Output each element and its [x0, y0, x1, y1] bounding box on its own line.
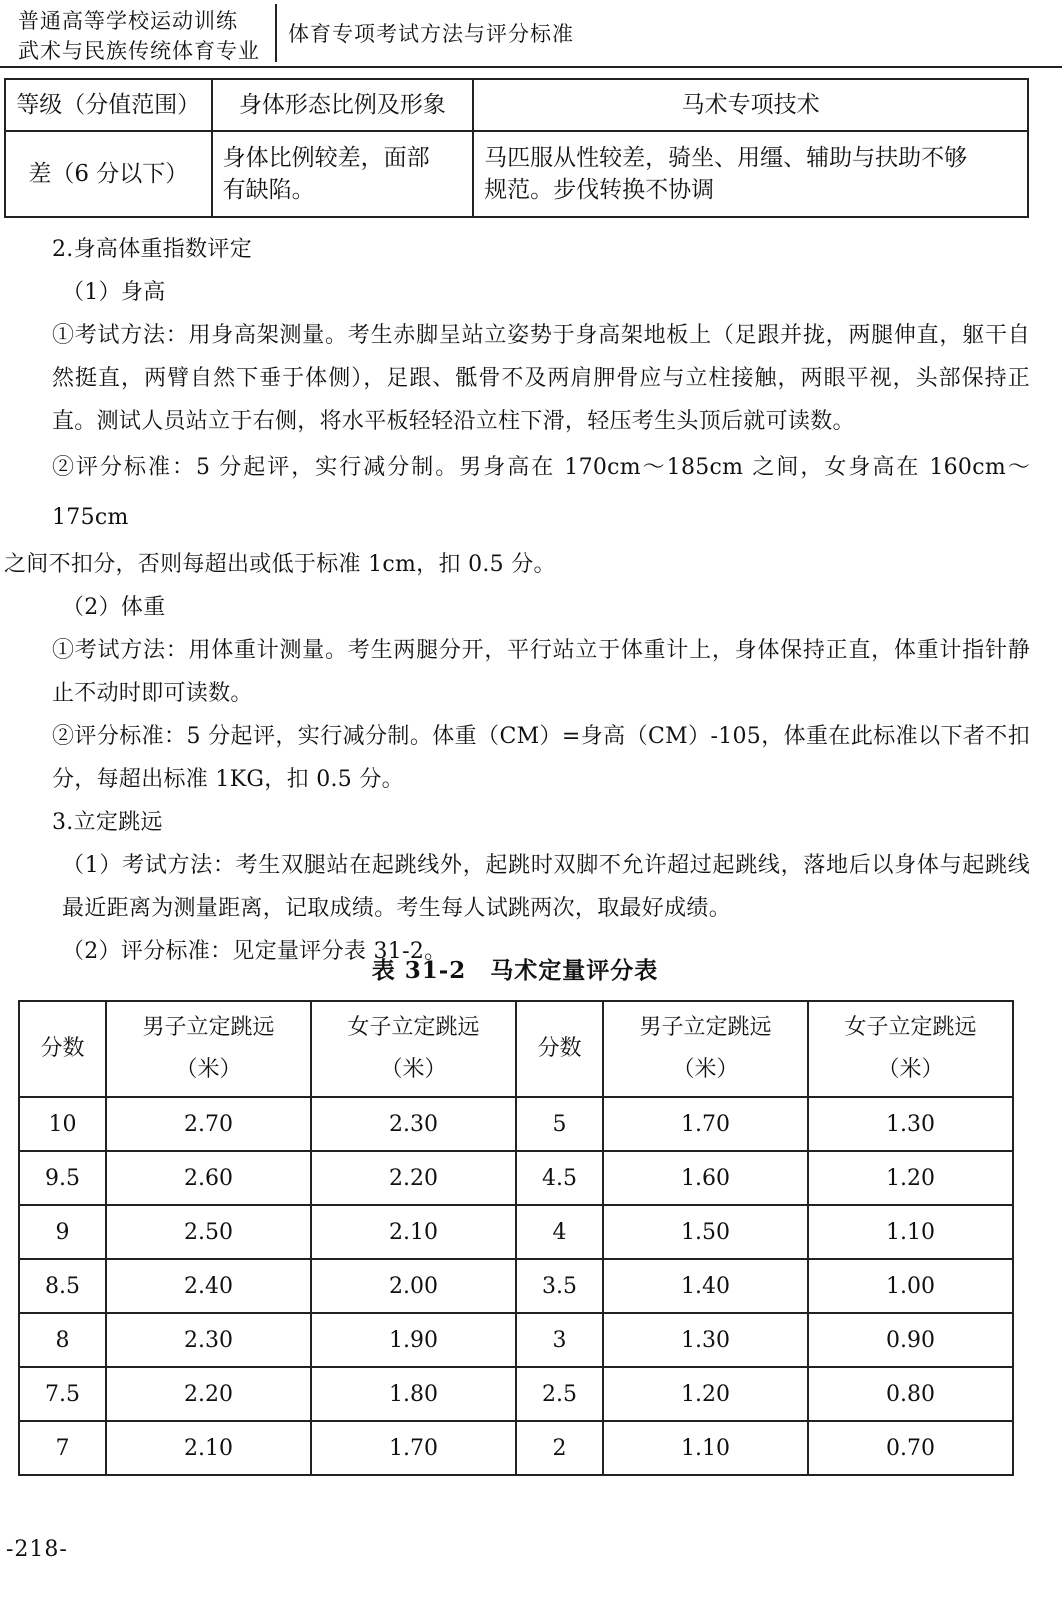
table-cell: 2.30 — [106, 1313, 311, 1367]
table-cell: 1.00 — [808, 1259, 1013, 1313]
skill-line2: 规范。步伐转换不协调 — [484, 177, 715, 203]
table-cell: 2.30 — [311, 1097, 516, 1151]
table-row — [19, 1097, 1013, 1151]
table-cell: 1.20 — [808, 1151, 1013, 1205]
score-table-header-row — [19, 1001, 1013, 1097]
page-number: -218- — [6, 1537, 68, 1562]
physique-cell — [212, 131, 474, 217]
table-cell: 1.30 — [603, 1313, 808, 1367]
header-male-right-unit: （米） — [672, 1057, 739, 1082]
table-cell: 10 — [19, 1097, 106, 1151]
weight-method-paragraph: ①考试方法：用体重计测量。考生两腿分开，平行站立于体重计上，身体保持正直，体重计指针静止不动时即可读数。 — [52, 638, 1030, 706]
table-cell: 1.10 — [603, 1421, 808, 1475]
grade-criteria-header-row — [5, 79, 1028, 131]
table-cell: 3.5 — [516, 1259, 603, 1313]
page-header — [0, 0, 1062, 66]
section2-heading: 2.身高体重指数评定 — [52, 237, 252, 262]
table-cell: 7.5 — [19, 1367, 106, 1421]
skill-line1: 马匹服从性较差，骑坐、用缰、辅助与扶助不够 — [484, 145, 968, 171]
table-cell: 1.30 — [808, 1097, 1013, 1151]
table-cell: 1.10 — [808, 1205, 1013, 1259]
table-cell: 4.5 — [516, 1151, 603, 1205]
table-cell: 1.80 — [311, 1367, 516, 1421]
table-cell: 2.40 — [106, 1259, 311, 1313]
table-row — [19, 1421, 1013, 1475]
table-cell: 2.00 — [311, 1259, 516, 1313]
table-cell: 1.70 — [603, 1097, 808, 1151]
header-female-right-unit: （米） — [877, 1057, 944, 1082]
header-chapter-title: 体育专项考试方法与评分标准 — [288, 22, 574, 46]
physique-line1: 身体比例较差，面部 — [222, 145, 430, 171]
grade-level-cell: 差（6 分以下） — [5, 131, 212, 217]
table-cell: 7 — [19, 1421, 106, 1475]
table-cell: 8.5 — [19, 1259, 106, 1313]
table-row — [19, 1151, 1013, 1205]
header-book-title-line2: 武术与民族传统体育专业 — [18, 39, 260, 63]
table-row — [19, 1205, 1013, 1259]
header-female-left-label: 女子立定跳远 — [347, 1015, 480, 1040]
table-cell: 2.20 — [106, 1367, 311, 1421]
table-cell: 1.70 — [311, 1421, 516, 1475]
table-row — [19, 1367, 1013, 1421]
table-row — [19, 1259, 1013, 1313]
header-male-left — [106, 1001, 311, 1097]
jump-standard-paragraph: （2）评分标准：见定量评分表 31-2。 — [62, 939, 447, 964]
height-standard-line1: ②评分标准：5 分起评，实行减分制。男身高在 170cm～185cm 之间，女身高在 160cm～175cm — [52, 455, 1030, 530]
table-cell: 2.10 — [311, 1205, 516, 1259]
section3-heading: 3.立定跳远 — [52, 810, 163, 835]
table-cell: 2.70 — [106, 1097, 311, 1151]
grade-criteria-table — [4, 78, 1029, 218]
jump-method-paragraph: （1）考试方法：考生双腿站在起跳线外，起跳时双脚不允许超过起跳线，落地后以身体与起跳线最近距离为测量距离，记取成绩。考生每人试跳两次，取最好成绩。 — [62, 853, 1030, 921]
header-book-title — [18, 6, 263, 66]
header-male-right — [603, 1001, 808, 1097]
table-cell: 4 — [516, 1205, 603, 1259]
table-cell: 0.70 — [808, 1421, 1013, 1475]
body-text — [4, 228, 1030, 973]
table-row — [19, 1313, 1013, 1367]
header-female-right-label: 女子立定跳远 — [844, 1015, 977, 1040]
header-score-left: 分数 — [19, 1001, 106, 1097]
header-book-title-line1: 普通高等学校运动训练 — [18, 9, 238, 33]
height-heading: （1）身高 — [62, 280, 166, 305]
table-cell: 2.10 — [106, 1421, 311, 1475]
header-female-left — [311, 1001, 516, 1097]
table-cell: 2.5 — [516, 1367, 603, 1421]
height-standard-line2: 之间不扣分，否则每超出或低于标准 1cm，扣 0.5 分。 — [4, 552, 556, 577]
table-cell: 5 — [516, 1097, 603, 1151]
table-cell: 1.20 — [603, 1367, 808, 1421]
table-cell: 1.60 — [603, 1151, 808, 1205]
table-cell: 1.40 — [603, 1259, 808, 1313]
header-rule — [0, 66, 1062, 68]
header-female-left-unit: （米） — [380, 1057, 447, 1082]
header-male-left-unit: （米） — [175, 1057, 242, 1082]
header-male-left-label: 男子立定跳远 — [142, 1015, 275, 1040]
header-male-right-label: 男子立定跳远 — [639, 1015, 772, 1040]
table-cell: 0.80 — [808, 1367, 1013, 1421]
header-physique: 身体形态比例及形象 — [212, 79, 474, 131]
table-cell: 0.90 — [808, 1313, 1013, 1367]
weight-standard-paragraph: ②评分标准：5 分起评，实行减分制。体重（CM）=身高（CM）-105，体重在此标准以下者不扣分，每超出标准 1KG，扣 0.5 分。 — [52, 724, 1030, 792]
table-cell: 3 — [516, 1313, 603, 1367]
header-divider — [275, 4, 277, 62]
table-cell: 2.20 — [311, 1151, 516, 1205]
skill-cell — [473, 131, 1028, 217]
physique-line2: 有缺陷。 — [222, 177, 315, 203]
table-cell: 2 — [516, 1421, 603, 1475]
score-table-title: 表 31-2 马术定量评分表 — [371, 957, 659, 984]
table-cell: 2.50 — [106, 1205, 311, 1259]
header-skill: 马术专项技术 — [473, 79, 1028, 131]
header-female-right — [808, 1001, 1013, 1097]
table-cell: 2.60 — [106, 1151, 311, 1205]
table-cell: 8 — [19, 1313, 106, 1367]
table-cell: 9 — [19, 1205, 106, 1259]
grade-criteria-row — [5, 131, 1028, 217]
header-score-right: 分数 — [516, 1001, 603, 1097]
table-cell: 9.5 — [19, 1151, 106, 1205]
height-method-paragraph: ①考试方法：用身高架测量。考生赤脚呈站立姿势于身高架地板上（足跟并拢，两腿伸直，躯干自然挺直，两臂自然下垂于体侧），足跟、骶骨不及两肩胛骨应与立柱接触，两眼平视，头部保持正直。测试人员站立于右侧，将水平板轻轻沿立柱下滑，轻压考生头顶后就可读数。 — [52, 323, 1030, 434]
score-table — [18, 1000, 1014, 1476]
weight-heading: （2）体重 — [62, 595, 166, 620]
table-cell: 1.90 — [311, 1313, 516, 1367]
table-cell: 1.50 — [603, 1205, 808, 1259]
header-grade: 等级（分值范围） — [5, 79, 212, 131]
